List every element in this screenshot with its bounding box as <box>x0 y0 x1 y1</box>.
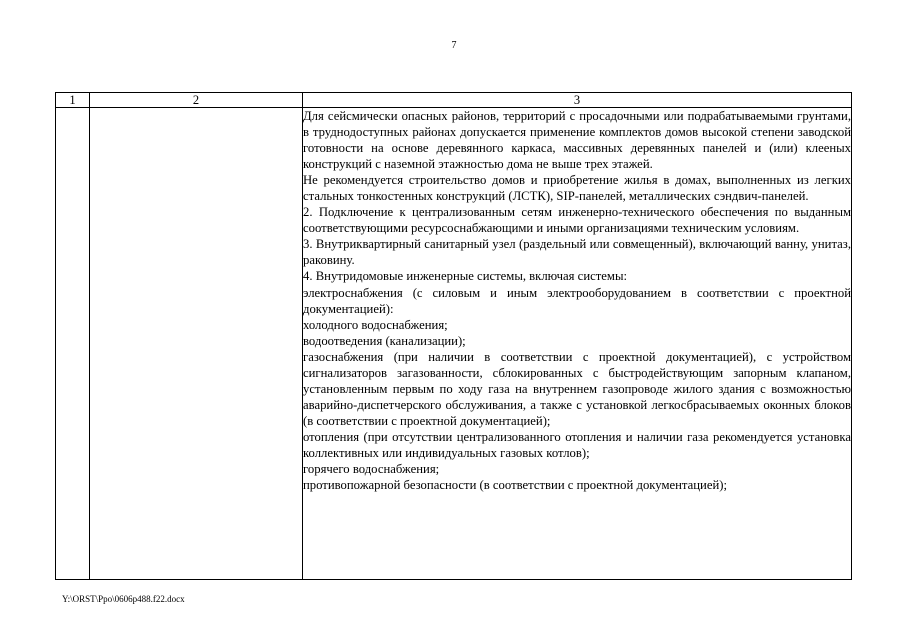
paragraph-fire-safety: противопожарной безопасности (в соответствии с проектной документацией); <box>303 478 727 493</box>
footer-file-path: Y:\ORST\Ppo\0606p488.f22.docx <box>62 594 185 604</box>
paragraph-electricity: электроснабжения (с силовым и иным электрооборудованием в соответствии с проектной документацией): <box>303 285 851 316</box>
cell-column-3 <box>303 108 852 580</box>
paragraph-gas-supply: газоснабжения (при наличии в соответствии с проектной документацией), с устройством сигнализаторов загазованности, сблокированных с быстродействующим запорным клапаном, установленным первым по ходу газа на внутреннем газопроводе жилого здания с возможностью аварийно-диспетчерского обслуживания, а также с установкой легкосбрасываемых оконных блоков (в соответствии с проектной документацией); <box>303 349 851 428</box>
table-row <box>56 108 852 580</box>
cell-column-2 <box>90 108 303 580</box>
paragraph-item-3: 3. Внутриквартирный санитарный узел (раздельный или совмещенный), включающий ванну, унитаз, раковину. <box>303 237 851 268</box>
column-header-1: 1 <box>56 93 90 108</box>
paragraph-heating: отопления (при отсутствии централизованного отопления и наличии газа рекомендуется установка коллективных или индивидуальных газовых котлов); <box>303 429 851 460</box>
page-number: 7 <box>451 40 457 51</box>
paragraph-item-4: 4. Внутридомовые инженерные системы, включая системы: <box>303 269 627 284</box>
cell-column-1 <box>56 108 90 580</box>
paragraph-item-2: 2. Подключение к централизованным сетям инженерно-технического обеспечения по выданным соответствующими ресурсоснабжающими и иными организациями техническим условиям. <box>303 205 851 236</box>
requirements-table <box>55 92 852 580</box>
table-header-row <box>56 93 852 108</box>
paragraph-sewerage: водоотведения (канализации); <box>303 333 466 348</box>
column-header-3: 3 <box>303 93 852 108</box>
paragraph-hot-water: горячего водоснабжения; <box>303 462 440 477</box>
column-header-2: 2 <box>90 93 303 108</box>
paragraph-cold-water: холодного водоснабжения; <box>303 317 448 332</box>
paragraph-not-recommended: Не рекомендуется строительство домов и приобретение жилья в домах, выполненных из легких стальных тонкостенных конструкций (ЛСТК), SIP-панелей, металлических сэндвич-панелей. <box>303 173 851 204</box>
paragraph-wooden-houses: Для сейсмически опасных районов, территорий с просадочными или подрабатываемыми грунтами, в труднодоступных районах допускается применение комплектов домов высокой степени заводской готовности на основе деревянного каркаса, массивных деревянных панелей и (или) клееных конструкций с наземной этажностью дома не выше трех этажей. <box>303 109 851 172</box>
